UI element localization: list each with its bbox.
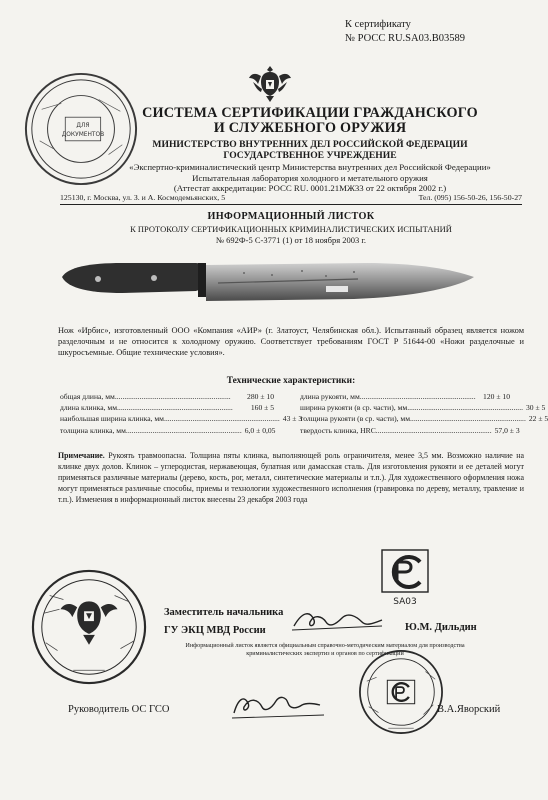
spec-label: общая длина, мм............................................................. — [60, 392, 231, 401]
center-name: «Экспертно-криминалистический центр Министерства внутренних дел Российской Федерации» — [129, 162, 491, 172]
specs-right-column — [300, 391, 548, 436]
spec-value: 280 ± 10 — [247, 392, 274, 401]
certificate-reference — [345, 18, 515, 46]
spec-label: ширина рукояти (в ср. части), мм............................................................. — [300, 403, 523, 413]
ministry-name: МИНИСТЕРСТВО ВНУТРЕННИХ ДЕЛ РОССИЙСКОЙ ФЕДЕРАЦИИ — [152, 139, 468, 150]
knife-photo — [58, 255, 478, 305]
spec-label: твердость клинка, HRC............................................................. — [300, 425, 492, 435]
spec-label: толщина клинка, мм............................................................. — [60, 425, 242, 435]
spec-value: 22 ± 5 — [528, 414, 548, 424]
head-title: Руководитель ОС ГСО — [68, 704, 170, 715]
spec-row — [300, 391, 510, 402]
spec-value: 43 ± 3 — [282, 414, 303, 424]
deputy-title-line2: ГУ ЭКЦ МВД России — [164, 625, 266, 636]
specs-left-column — [60, 391, 303, 436]
notes-label: Примечание. — [58, 451, 105, 460]
system-title-line2: И СЛУЖЕБНОГО ОРУЖИЯ — [213, 120, 407, 136]
head-signature — [228, 691, 328, 723]
notes-block — [58, 450, 524, 505]
cert-ref-line1: К сертификату — [345, 19, 411, 30]
phone: Тел. (095) 156-50-26, 156-50-27 — [418, 193, 522, 202]
spec-row — [60, 413, 303, 424]
spec-row — [60, 402, 274, 413]
spec-value: 120 ± 10 — [483, 392, 510, 401]
spec-value: 160 ± 5 — [250, 403, 274, 413]
deputy-title — [164, 604, 283, 640]
stamp-caption-line1: ДЛЯ — [76, 123, 90, 130]
spec-row — [60, 425, 274, 436]
head-name: В.А.Яворский — [437, 704, 501, 715]
gost-conformity-mark-icon — [380, 548, 430, 608]
address: 125130, г. Москва, ул. З. и А. Космодемьянских, 5 — [60, 193, 226, 202]
spec-row — [300, 413, 548, 424]
specs-title: Технические характеристики: — [226, 376, 356, 386]
spec-label: наибольшая ширина клинка, мм............................................................. — [60, 414, 280, 424]
spec-value: 6,0 ± 0,05 — [244, 425, 276, 435]
deputy-signature — [288, 606, 388, 634]
spec-row — [60, 391, 274, 402]
eagle-emblem-icon — [248, 60, 292, 104]
certification-system-title — [100, 106, 520, 136]
protocol-block — [60, 224, 522, 245]
spec-row — [300, 402, 546, 413]
spec-value: 30 ± 5 — [526, 403, 546, 413]
deputy-title-line1: Заместитель начальника — [164, 607, 284, 618]
cert-ref-line2: № РОСС RU.SA03.B03589 — [345, 33, 465, 44]
spec-label: толщина рукояти (в ср. части), мм............................................................. — [300, 414, 526, 424]
deputy-name: Ю.М. Дильдин — [405, 622, 477, 633]
accreditation: (Аттестат аккредитации: РОСС RU. 0001.21МЖ33 от 22 октября 2002 г.) — [173, 183, 447, 193]
legal-notice: Информационный листок является официальным справочно-методическим материалом для производства криминалистических экспертиз и органов по сертификации — [185, 642, 465, 657]
gost-mark-code: SA03 — [393, 597, 417, 607]
round-stamp-certification-body — [357, 648, 445, 736]
protocol-subtitle: К ПРОТОКОЛУ СЕРТИФИКАЦИОННЫХ КРИМИНАЛИСТИЧЕСКИХ ИСПЫТАНИЙ — [130, 224, 452, 234]
product-description: Нож «Ирбис», изготовленный ООО «Компания «АИР» (г. Златоуст, Челябинская обл.). Испытанный образец является ножом разделочным и не относится к холодному оружию. Соответствует требованиям ГОСТ Р 51644-00 «Ножи разделочные и шкуросъемные. Общие технические условия». — [58, 326, 524, 357]
round-stamp-mvd — [30, 568, 148, 686]
document-title: ИНФОРМАЦИОННЫЙ ЛИСТОК — [207, 211, 375, 222]
system-title-line1: СИСТЕМА СЕРТИФИКАЦИИ ГРАЖДАНСКОГО — [142, 105, 478, 121]
spec-value: 57,0 ± 3 — [494, 425, 520, 435]
lab-block — [90, 162, 530, 194]
spec-label: длина рукояти, мм............................................................. — [300, 392, 476, 401]
lab-name: Испытательная лаборатория холодного и метательного оружия — [192, 172, 428, 183]
institution-name: ГОСУДАРСТВЕННОЕ УЧРЕЖДЕНИЕ — [223, 150, 397, 161]
address-row — [60, 193, 522, 202]
stamp-caption-line2: ДОКУМЕНТОВ — [61, 131, 105, 138]
spec-label: длина клинка, мм............................................................. — [60, 403, 233, 413]
ministry-block — [90, 139, 530, 161]
protocol-number: № 692Ф-5 С-3771 (1) от 18 ноября 2003 г. — [215, 234, 367, 245]
header-divider — [60, 204, 522, 205]
spec-row — [300, 425, 520, 436]
notes-text: Рукоять травмоопасна. Толщина пяты клинка, выполняющей роль ограничителя, менее 3,5 мм. Возможно наличие на клинке двух долов. Клинок – углеродистая, нержавеющая, булатная или дамасская сталь. Для изготовления рукояти и ее деталей могут применяться различные материалы (дерево, кость, рог, металл, синтетические материалы и т.п.). Для художественного оформления ножа могут применяться различные способы, приемы и технологии художественного исполнения (гравировка по дереву, металлу, травление и т.п.). Изменения в информационный листок внесены 23 декабря 2003 года — [58, 451, 524, 504]
